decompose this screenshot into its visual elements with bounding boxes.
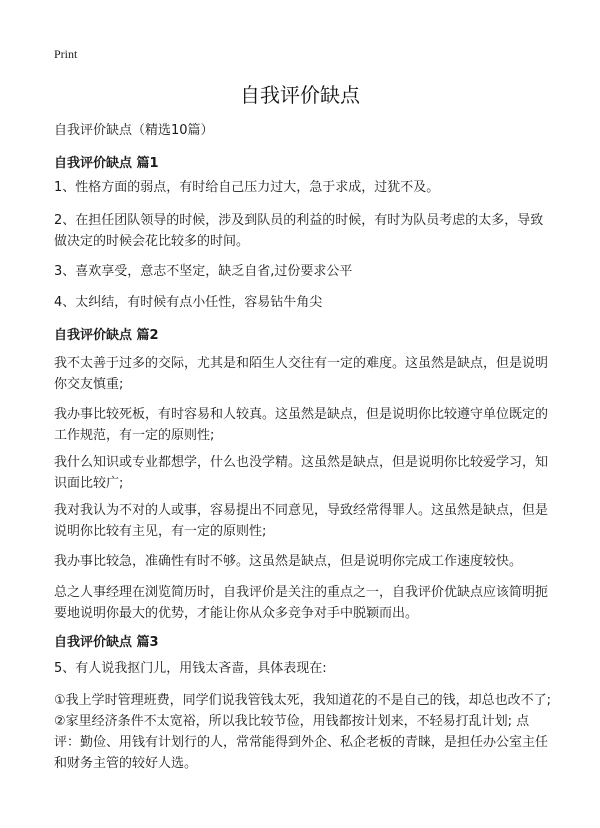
section-heading-1: 自我评价缺点 篇1 bbox=[54, 156, 159, 171]
section-heading-2: 自我评价缺点 篇2 bbox=[54, 328, 159, 343]
section-2-paragraph-3: 我什么知识或专业都想学，什么也没学精。这虽然是缺点，但是说明你比较爱学习，知识面比较广; bbox=[54, 455, 549, 491]
section-2-paragraph-5: 我办事比较急，准确性有时不够。这虽然是缺点，但是说明你完成工作速度较快。 bbox=[54, 554, 523, 569]
section-2-paragraph-2: 我办事比较死板，有时容易和人较真。这虽然是缺点，但是说明你比较遵守单位既定的工作规范，有一定的原则性; bbox=[54, 407, 549, 443]
section-1-paragraph-3: 3、喜欢享受，意志不坚定，缺乏自省,过份要求公平 bbox=[54, 264, 353, 279]
print-link[interactable]: Print bbox=[54, 47, 78, 61]
section-3-paragraph-2: ①我上学时管理班费，同学们说我管钱太死，我知道花的不是自己的钱，却总也改不了; ②家里经济条件不太宽裕，所以我比较节俭，用钱都按计划来，不轻易打乱计划; 点评：勤俭、用钱有计划行的人，常常能得到外企、私企老板的青睐，是担任办公室主任和财务主管的较好人选。 bbox=[54, 693, 552, 771]
section-2-paragraph-1: 我不太善于过多的交际，尤其是和陌生人交往有一定的难度。这虽然是缺点，但是说明你交友慎重; bbox=[54, 356, 549, 392]
section-2-paragraph-6: 总之人事经理在浏览简历时，自我评价是关注的重点之一，自我评价优缺点应该简明扼要地说明你最大的优势，才能让你从众多竞争对手中脱颖而出。 bbox=[54, 585, 549, 621]
section-1-paragraph-2: 2、在担任团队领导的时候，涉及到队员的利益的时候，有时为队员考虑的太多，导致做决定的时候会花比较多的时间。 bbox=[54, 213, 544, 249]
section-heading-3: 自我评价缺点 篇3 bbox=[54, 635, 159, 650]
section-1-paragraph-4: 4、太纠结，有时候有点小任性，容易钻牛角尖 bbox=[54, 295, 323, 310]
page-title: 自我评价缺点 bbox=[240, 83, 360, 107]
section-2-paragraph-4: 我对我认为不对的人或事，容易提出不同意见，导致经常得罪人。这虽然是缺点，但是说明你比较有主见，有一定的原则性; bbox=[54, 503, 549, 539]
section-3-paragraph-1: 5、有人说我抠门儿，用钱太吝啬，具体表现在: bbox=[54, 661, 327, 676]
section-1-paragraph-1: 1、性格方面的弱点，有时给自己压力过大，急于求成，过犹不及。 bbox=[54, 180, 440, 195]
document-subtitle: 自我评价缺点（精选10篇） bbox=[54, 123, 214, 138]
